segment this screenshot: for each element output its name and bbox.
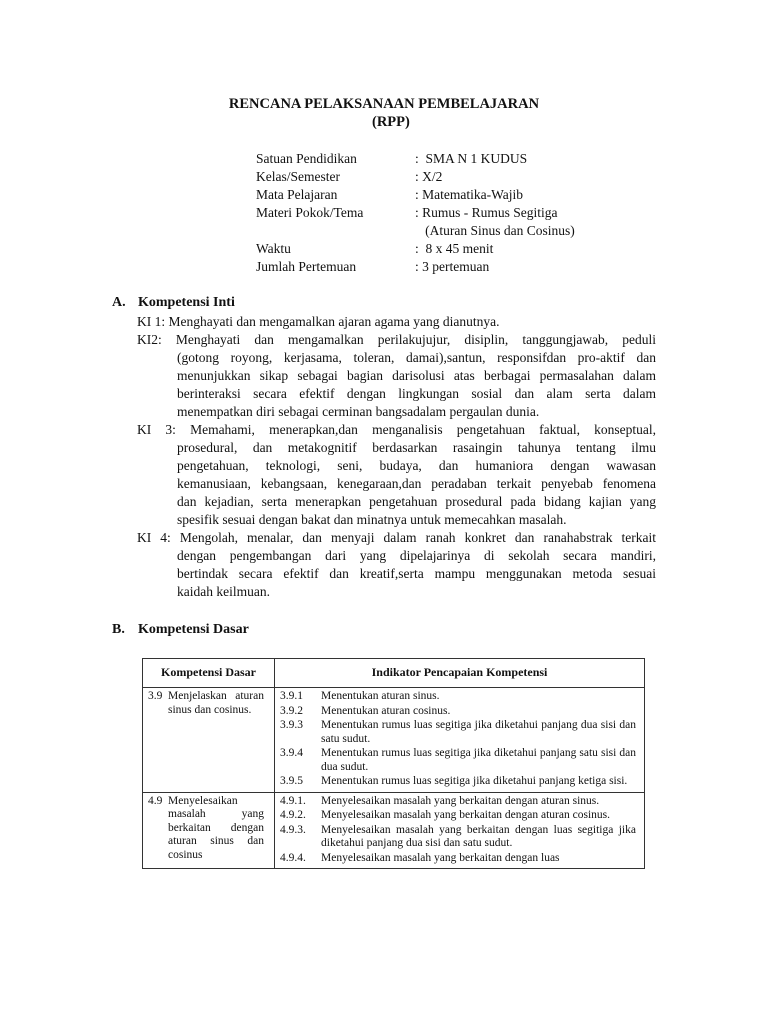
indicator-item — [280, 824, 640, 851]
kd-cell — [143, 688, 275, 793]
indicator-number: 3.9.4 — [280, 747, 303, 759]
info-value: : X/2 — [415, 169, 443, 184]
info-label: Kelas/Semester — [256, 169, 340, 184]
ki-line: (gotong royong, kerjasama, toleran, damai),santun, responsifdan pro-aktif dan — [177, 350, 656, 365]
indicator-text: Menyelesaikan masalah yang berkaitan dengan aturan sinus. — [321, 794, 600, 807]
indicator-number: 4.9.3. — [280, 823, 306, 836]
ki-line: kaidah keilmuan. — [177, 584, 270, 599]
ki-line: KI 1: Menghayati dan mengamalkan ajaran agama yang dianutnya. — [137, 314, 500, 329]
section-letter: A. — [112, 295, 126, 310]
info-label: Satuan Pendidikan — [256, 151, 357, 166]
ki-item — [137, 331, 656, 421]
indicator-cell — [275, 792, 645, 869]
info-label: Jumlah Pertemuan — [256, 259, 357, 274]
info-value: : SMA N 1 KUDUS — [415, 151, 528, 166]
section-heading-b — [112, 622, 249, 638]
ki-line: dengan pengembangan dari yang dipelajarinya di sekolah secara mandiri, — [177, 548, 656, 563]
indicator-number: 4.9.2. — [280, 809, 306, 821]
table-header-row — [143, 659, 645, 688]
ki-item — [137, 529, 656, 601]
ki-line: pengetahuan, teknologi, seni, budaya, dan humaniora dengan wawasan — [177, 458, 656, 473]
table-header: Kompetensi Dasar — [143, 659, 275, 688]
table-header: Indikator Pencapaian Kompetensi — [275, 659, 645, 688]
indicator-number: 3.9.5 — [280, 775, 303, 787]
info-value: : 3 pertemuan — [415, 259, 490, 274]
kd-text: Menyelesaikan masalah yang berkaitan dengan aturan sinus dan cosinus — [168, 794, 264, 861]
indicator-number: 4.9.1. — [280, 794, 306, 807]
info-label: Materi Pokok/Tema — [256, 205, 364, 220]
ki-line: KI 4: Mengolah, menalar, dan menyaji dalam ranah konkret dan ranahabstrak terkait — [137, 530, 656, 545]
document-title: RENCANA PELAKSANAAN PEMBELAJARAN — [228, 96, 540, 112]
ki-item — [137, 421, 656, 529]
indicator-text: Menentukan rumus luas segitiga jika diketahui panjang satu sisi dan dua sudut. — [321, 747, 636, 773]
indicator-text: Menentukan aturan cosinus. — [321, 704, 451, 717]
info-value: : 8 x 45 menit — [415, 241, 494, 256]
info-label: Mata Pelajaran — [256, 187, 338, 202]
ki-line: KI 3: Memahami, menerapkan,dan menganalisis pengetahuan faktual, konseptual, — [137, 422, 656, 437]
document-subtitle: (RPP) — [372, 114, 410, 130]
ki-line: menempatkan diri sebagai cerminan bangsadalam pergaulan dunia. — [177, 404, 540, 419]
section-title: Kompetensi Inti — [138, 295, 235, 310]
info-value: (Aturan Sinus dan Cosinus) — [415, 223, 575, 238]
info-value: : Matematika-Wajib — [415, 187, 523, 202]
kd-cell — [143, 792, 275, 869]
indicator-number: 4.9.4. — [280, 851, 306, 864]
table-row — [143, 688, 645, 793]
kd-number: 3.9 — [148, 690, 163, 702]
indicator-item — [280, 690, 640, 704]
indicator-text: Menentukan rumus luas segitiga jika diketahui panjang ketiga sisi. — [321, 775, 628, 787]
kompetensi-inti-list — [137, 313, 656, 601]
indicator-item — [280, 795, 640, 809]
ki-line: dan kejadian, serta menerapkan pengetahuan prosedural pada bidang kajian yang — [177, 494, 656, 509]
indicator-number: 3.9.1 — [280, 690, 303, 702]
ki-line: bertindak secara efektif dan kreatif,serta mampu menggunakan metoda sesuai — [177, 566, 656, 581]
indicator-number: 3.9.2 — [280, 704, 303, 717]
info-label: Waktu — [256, 241, 291, 256]
kompetensi-dasar-table — [142, 658, 645, 869]
indicator-item — [280, 719, 640, 746]
indicator-item — [280, 747, 640, 774]
ki-line: menunjukkan sikap sebagai bagian darisolusi atas berbagai permasalahan dalam — [177, 368, 656, 383]
indicator-item — [280, 852, 640, 866]
indicator-text: Menyelesaikan masalah yang berkaitan dengan luas segitiga jika diketahui panjang dua sisi dan satu sudut. — [321, 823, 636, 849]
section-letter: B. — [112, 622, 125, 637]
ki-line: berinteraksi secara efektif dengan lingkungan sosial dan alam serta dalam — [177, 386, 656, 401]
kd-number: 4.9 — [148, 794, 163, 807]
section-title: Kompetensi Dasar — [138, 622, 249, 637]
ki-item — [137, 313, 656, 331]
ki-line: KI2: Menghayati dan mengamalkan perilakujujur, disiplin, tanggungjawab, peduli — [137, 332, 656, 347]
kd-text: Menjelaskan aturan sinus dan cosinus. — [168, 690, 264, 716]
indicator-text: Menentukan aturan sinus. — [321, 690, 440, 702]
indicator-item — [280, 705, 640, 719]
ki-line: prosedural, dan metakognitif berdasarkan rasaingin tahunya tentang ilmu — [177, 440, 656, 455]
ki-line: spesifik sesuai dengan bakat dan minatnya untuk memecahkan masalah. — [177, 512, 567, 527]
table-row — [143, 792, 645, 869]
indicator-item — [280, 775, 640, 789]
ki-line: kemanusiaan, kebangsaan, kenegaraan,dan peradaban terkait penyebab fenomena — [177, 476, 656, 491]
indicator-item — [280, 809, 640, 823]
info-value: : Rumus - Rumus Segitiga — [415, 205, 558, 220]
indicator-text: Menyelesaikan masalah yang berkaitan dengan aturan cosinus. — [321, 809, 610, 821]
indicator-text: Menentukan rumus luas segitiga jika diketahui panjang dua sisi dan satu sudut. — [321, 719, 636, 745]
indicator-text: Menyelesaikan masalah yang berkaitan dengan luas — [321, 851, 560, 864]
section-heading-a — [112, 295, 235, 311]
indicator-number: 3.9.3 — [280, 719, 303, 731]
indicator-cell — [275, 688, 645, 793]
